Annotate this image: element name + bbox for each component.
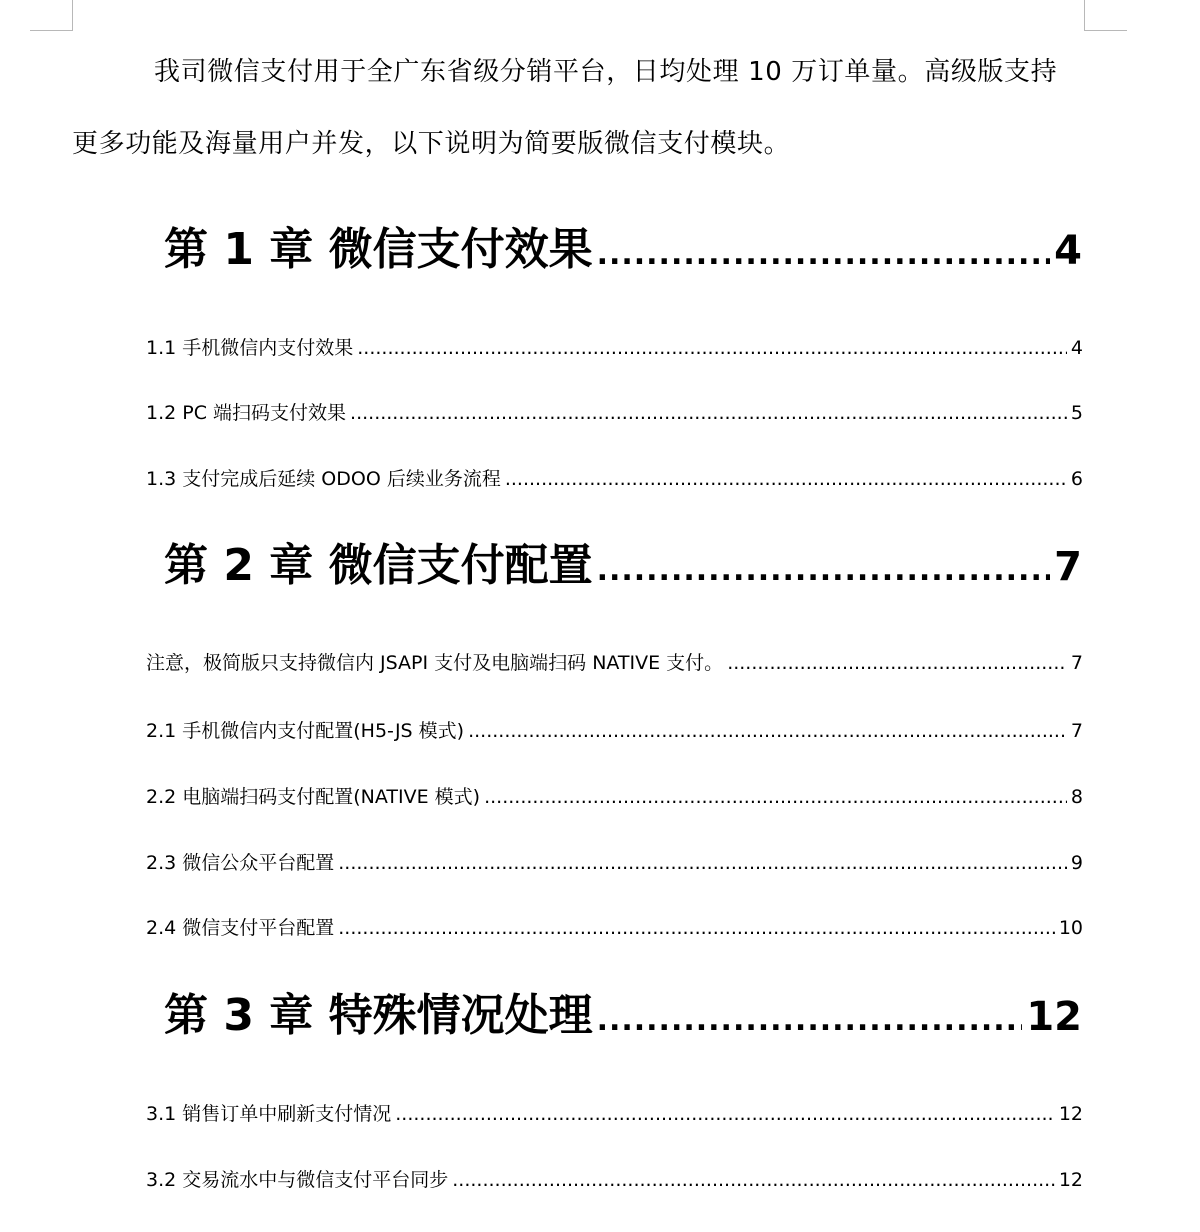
toc-label: 2.4 微信支付平台配置 <box>146 917 335 939</box>
toc-page-number: 7 <box>1054 544 1082 590</box>
toc-page-number: 12 <box>1026 994 1082 1040</box>
toc-page-number: 7 <box>1070 720 1083 742</box>
toc-section-2-4[interactable] <box>0 913 1200 943</box>
toc-leader-dots <box>484 782 1067 812</box>
toc-section-1-3[interactable] <box>0 464 1200 494</box>
toc-section-2-3[interactable] <box>0 848 1200 878</box>
toc-page-number: 12 <box>1058 1103 1083 1125</box>
toc-label: 第 2 章 微信支付配置 <box>164 540 593 591</box>
toc-label: 2.3 微信公众平台配置 <box>146 852 335 874</box>
toc-leader-dots <box>727 648 1067 678</box>
toc-section-1-1[interactable] <box>0 333 1200 363</box>
intro-paragraph: 我司微信支付用于全广东省级分销平台，日均处理 10 万订单量。高级版支持更多功能及海量用户并发，以下说明为简要版微信支付模块。 <box>72 57 1058 159</box>
toc-section-3-1[interactable] <box>0 1099 1200 1129</box>
toc-leader-dots <box>468 716 1067 746</box>
toc-leader-dots <box>338 848 1067 878</box>
toc-section-1-2[interactable] <box>0 398 1200 428</box>
toc-page-number: 4 <box>1070 337 1083 359</box>
toc-leader-dots <box>597 225 1051 285</box>
toc-label: 1.3 支付完成后延续 ODOO 后续业务流程 <box>146 468 501 490</box>
toc-section-2-1[interactable] <box>0 716 1200 746</box>
toc-label: 第 1 章 微信支付效果 <box>164 224 593 275</box>
toc-label: 1.2 PC 端扫码支付效果 <box>146 402 347 424</box>
toc-page-number: 5 <box>1070 402 1083 424</box>
toc-label: 注意，极简版只支持微信内 JSAPI 支付及电脑端扫码 NATIVE 支付。 <box>146 652 724 674</box>
toc-note[interactable] <box>0 648 1200 678</box>
toc-chapter-3[interactable] <box>0 986 1200 1046</box>
toc-label: 3.1 销售订单中刷新支付情况 <box>146 1103 392 1125</box>
crop-mark-left <box>30 0 73 31</box>
toc-leader-dots <box>338 913 1055 943</box>
toc-leader-dots <box>452 1165 1055 1195</box>
toc-page-number: 7 <box>1070 652 1083 674</box>
toc-leader-dots <box>597 991 1023 1051</box>
crop-mark-right <box>1084 0 1127 31</box>
toc-chapter-1[interactable] <box>0 220 1200 280</box>
toc-section-2-2[interactable] <box>0 782 1200 812</box>
toc-label: 3.2 交易流水中与微信支付平台同步 <box>146 1169 449 1191</box>
toc-page-number: 12 <box>1058 1169 1083 1191</box>
toc-leader-dots <box>597 541 1051 601</box>
toc-leader-dots <box>505 464 1067 494</box>
toc-page-number: 9 <box>1070 852 1083 874</box>
toc-leader-dots <box>357 333 1067 363</box>
toc-page-number: 6 <box>1070 468 1083 490</box>
toc-label: 2.1 手机微信内支付配置(H5-JS 模式) <box>146 720 465 742</box>
toc-page-number: 10 <box>1058 917 1083 939</box>
toc-label: 2.2 电脑端扫码支付配置(NATIVE 模式) <box>146 786 481 808</box>
toc-section-3-2[interactable] <box>0 1165 1200 1195</box>
toc-chapter-2[interactable] <box>0 536 1200 596</box>
toc-label: 1.1 手机微信内支付效果 <box>146 337 354 359</box>
toc-leader-dots <box>350 398 1067 428</box>
toc-leader-dots <box>395 1099 1055 1129</box>
toc-page-number: 4 <box>1054 228 1082 274</box>
toc-page-number: 8 <box>1070 786 1083 808</box>
toc-label: 第 3 章 特殊情况处理 <box>164 990 593 1041</box>
